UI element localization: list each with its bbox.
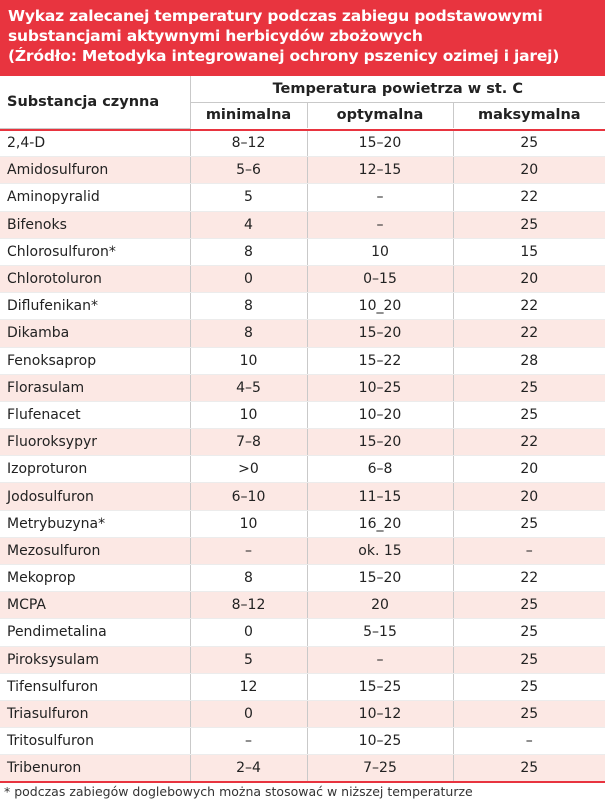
table-row <box>0 673 605 700</box>
cell-max: 25 <box>453 510 605 537</box>
cell-max: – <box>453 537 605 564</box>
cell-substance: Triasulfuron <box>0 700 190 727</box>
cell-min: 2–4 <box>190 755 307 782</box>
cell-max: 25 <box>453 700 605 727</box>
table-row <box>0 456 605 483</box>
cell-opt: 15–20 <box>307 320 453 347</box>
cell-min: 0 <box>190 700 307 727</box>
cell-substance: Pendimetalina <box>0 619 190 646</box>
cell-opt: 11–15 <box>307 483 453 510</box>
cell-max: 25 <box>453 646 605 673</box>
table-row <box>0 429 605 456</box>
temperature-table <box>0 76 605 783</box>
cell-opt: – <box>307 646 453 673</box>
cell-opt: 10–12 <box>307 700 453 727</box>
cell-substance: Mekoprop <box>0 565 190 592</box>
cell-max: 22 <box>453 320 605 347</box>
cell-max: 22 <box>453 565 605 592</box>
cell-substance: MCPA <box>0 592 190 619</box>
cell-max: 15 <box>453 238 605 265</box>
cell-max: 25 <box>453 619 605 646</box>
header-temperature-group: Temperatura powietrza w st. C <box>190 76 605 102</box>
cell-opt: 0–15 <box>307 265 453 292</box>
cell-opt: 10–25 <box>307 728 453 755</box>
cell-opt: 5–15 <box>307 619 453 646</box>
cell-min: 6–10 <box>190 483 307 510</box>
cell-min: 10 <box>190 347 307 374</box>
header-max: maksymalna <box>453 102 605 128</box>
cell-opt: 20 <box>307 592 453 619</box>
cell-opt: – <box>307 184 453 211</box>
table-row <box>0 238 605 265</box>
cell-min: 8 <box>190 238 307 265</box>
cell-substance: Jodosulfuron <box>0 483 190 510</box>
cell-max: 25 <box>453 374 605 401</box>
cell-substance: Flufenacet <box>0 401 190 428</box>
cell-min: 7–8 <box>190 429 307 456</box>
table-row <box>0 700 605 727</box>
header-min: minimalna <box>190 102 307 128</box>
cell-min: 5 <box>190 184 307 211</box>
cell-max: 22 <box>453 184 605 211</box>
cell-min: 4–5 <box>190 374 307 401</box>
cell-substance: Izoproturon <box>0 456 190 483</box>
table-row <box>0 320 605 347</box>
cell-max: 20 <box>453 483 605 510</box>
cell-max: 20 <box>453 265 605 292</box>
cell-max: 25 <box>453 755 605 782</box>
cell-substance: Metrybuzyna* <box>0 510 190 537</box>
cell-opt: 7–25 <box>307 755 453 782</box>
cell-min: 0 <box>190 265 307 292</box>
cell-substance: Tribenuron <box>0 755 190 782</box>
cell-substance: Diflufenikan* <box>0 293 190 320</box>
cell-opt: 15–20 <box>307 565 453 592</box>
cell-min: 5–6 <box>190 157 307 184</box>
table-row <box>0 619 605 646</box>
table-row <box>0 537 605 564</box>
table-row <box>0 184 605 211</box>
cell-opt: 10 <box>307 238 453 265</box>
table-row <box>0 130 605 157</box>
cell-min: – <box>190 728 307 755</box>
cell-opt: 12–15 <box>307 157 453 184</box>
table-row <box>0 211 605 238</box>
cell-substance: Tritosulfuron <box>0 728 190 755</box>
cell-min: 10 <box>190 401 307 428</box>
title-line-1: Wykaz zalecanej temperatury podczas zabiegu podstawowymi <box>8 7 543 25</box>
table-row <box>0 646 605 673</box>
cell-max: 22 <box>453 429 605 456</box>
table-row <box>0 293 605 320</box>
cell-substance: Bifenoks <box>0 211 190 238</box>
cell-opt: ok. 15 <box>307 537 453 564</box>
cell-substance: Dikamba <box>0 320 190 347</box>
cell-max: 25 <box>453 592 605 619</box>
cell-substance: Fenoksaprop <box>0 347 190 374</box>
cell-substance: Tifensulfuron <box>0 673 190 700</box>
table-row <box>0 347 605 374</box>
cell-min: >0 <box>190 456 307 483</box>
cell-max: 20 <box>453 456 605 483</box>
cell-substance: 2,4-D <box>0 130 190 157</box>
table-row <box>0 755 605 782</box>
cell-min: 10 <box>190 510 307 537</box>
cell-max: 25 <box>453 211 605 238</box>
table-row <box>0 374 605 401</box>
cell-substance: Florasulam <box>0 374 190 401</box>
table-row <box>0 157 605 184</box>
table-row <box>0 565 605 592</box>
cell-opt: 10–20 <box>307 401 453 428</box>
cell-max: 20 <box>453 157 605 184</box>
cell-min: – <box>190 537 307 564</box>
cell-min: 8 <box>190 293 307 320</box>
cell-min: 5 <box>190 646 307 673</box>
table-row <box>0 401 605 428</box>
cell-min: 12 <box>190 673 307 700</box>
cell-opt: – <box>307 211 453 238</box>
cell-opt: 15–22 <box>307 347 453 374</box>
cell-min: 8–12 <box>190 130 307 157</box>
cell-opt: 10_20 <box>307 293 453 320</box>
cell-opt: 15–25 <box>307 673 453 700</box>
cell-substance: Piroksysulam <box>0 646 190 673</box>
cell-max: 25 <box>453 130 605 157</box>
cell-min: 0 <box>190 619 307 646</box>
table-row <box>0 510 605 537</box>
cell-min: 8 <box>190 565 307 592</box>
cell-substance: Fluoroksypyr <box>0 429 190 456</box>
header-substance: Substancja czynna <box>0 76 190 128</box>
cell-substance: Aminopyralid <box>0 184 190 211</box>
cell-max: 25 <box>453 673 605 700</box>
cell-max: 22 <box>453 293 605 320</box>
table-row <box>0 483 605 510</box>
cell-substance: Chlorotoluron <box>0 265 190 292</box>
footnote: * podczas zabiegów doglebowych można stosować w niższej temperaturze <box>4 784 473 799</box>
cell-substance: Mezosulfuron <box>0 537 190 564</box>
table-row <box>0 728 605 755</box>
cell-min: 4 <box>190 211 307 238</box>
cell-opt: 10–25 <box>307 374 453 401</box>
cell-max: 25 <box>453 401 605 428</box>
cell-opt: 6–8 <box>307 456 453 483</box>
cell-substance: Amidosulfuron <box>0 157 190 184</box>
cell-min: 8 <box>190 320 307 347</box>
cell-min: 8–12 <box>190 592 307 619</box>
title-line-2: substancjami aktywnymi herbicydów zbożowych <box>8 27 423 45</box>
title-line-3: (Źródło: Metodyka integrowanej ochrony pszenicy ozimej i jarej) <box>8 47 560 65</box>
table-title <box>0 0 605 76</box>
cell-substance: Chlorosulfuron* <box>0 238 190 265</box>
cell-max: 28 <box>453 347 605 374</box>
table-row <box>0 265 605 292</box>
cell-opt: 15–20 <box>307 429 453 456</box>
cell-opt: 16_20 <box>307 510 453 537</box>
cell-opt: 15–20 <box>307 130 453 157</box>
header-opt: optymalna <box>307 102 453 128</box>
cell-max: – <box>453 728 605 755</box>
table-row <box>0 592 605 619</box>
